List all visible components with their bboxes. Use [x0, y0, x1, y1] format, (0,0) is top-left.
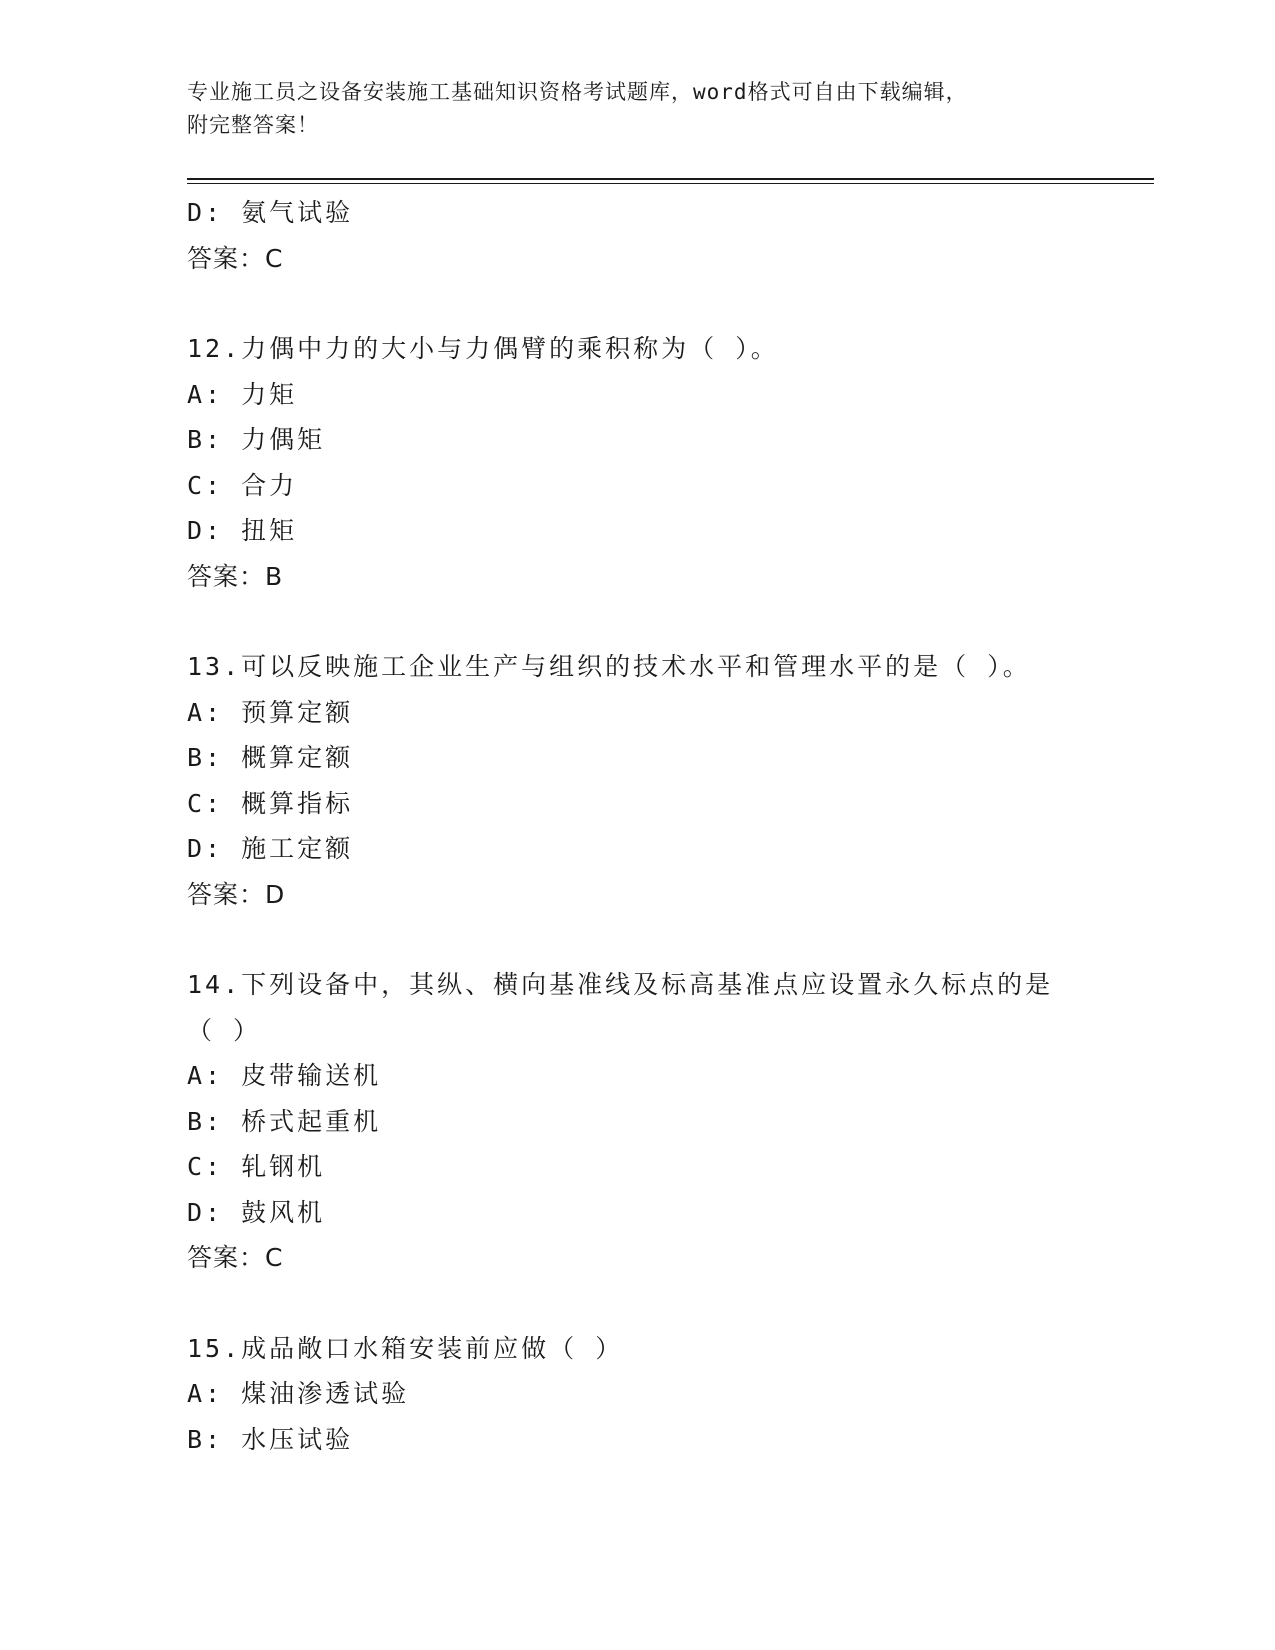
option-c: C: 轧钢机: [187, 1152, 326, 1181]
option-a: A: 皮带输送机: [187, 1061, 382, 1090]
option-a: A: 预算定额: [187, 697, 354, 727]
document-header: [187, 76, 1067, 142]
question-gap: [187, 1281, 1087, 1326]
question-14: [187, 962, 1087, 1281]
prev-option-d: D: 氨气试验: [187, 198, 354, 227]
answer: 答案：B: [187, 561, 284, 591]
question-text: 13.可以反映施工企业生产与组织的技术水平和管理水平的是（ ）。: [187, 652, 1031, 681]
option-a: A: 力矩: [187, 379, 298, 409]
option-d: D: 施工定额: [187, 834, 354, 863]
answer: 答案：D: [187, 879, 286, 909]
answer: 答案：C: [187, 1243, 284, 1272]
question-text: 14.下列设备中，其纵、横向基准线及标高基准点应设置永久标点的是: [187, 970, 1054, 999]
question-15: [187, 1326, 1087, 1463]
option-b: B: 力偶矩: [187, 425, 326, 454]
option-d: D: 扭矩: [187, 516, 298, 545]
question-gap: [187, 281, 1087, 326]
option-c: C: 合力: [187, 470, 298, 500]
question-text: 15.成品敞口水箱安装前应做（ ）: [187, 1333, 624, 1363]
prev-answer: 答案：C: [187, 243, 284, 273]
question-gap: [187, 917, 1087, 962]
header-divider-thick: [187, 178, 1154, 180]
option-c: C: 概算指标: [187, 788, 354, 818]
option-b: B: 水压试验: [187, 1424, 354, 1454]
question-12: [187, 326, 1087, 599]
option-b: B: 桥式起重机: [187, 1106, 382, 1136]
question-gap: [187, 599, 1087, 644]
header-divider-thin: [187, 183, 1154, 184]
question-13: [187, 644, 1087, 917]
option-a: A: 煤油渗透试验: [187, 1379, 410, 1408]
header-line-1: 专业施工员之设备安装施工基础知识资格考试题库，word格式可自由下载编辑，: [187, 80, 968, 104]
header-line-2: 附完整答案！: [187, 113, 319, 137]
question-text: 12.力偶中力的大小与力偶臂的乘积称为（ ）。: [187, 334, 779, 363]
question-text-continued: （ ）: [187, 1015, 262, 1045]
question-list: [187, 190, 1087, 1462]
option-d: D: 鼓风机: [187, 1197, 326, 1227]
option-b: B: 概算定额: [187, 743, 354, 772]
